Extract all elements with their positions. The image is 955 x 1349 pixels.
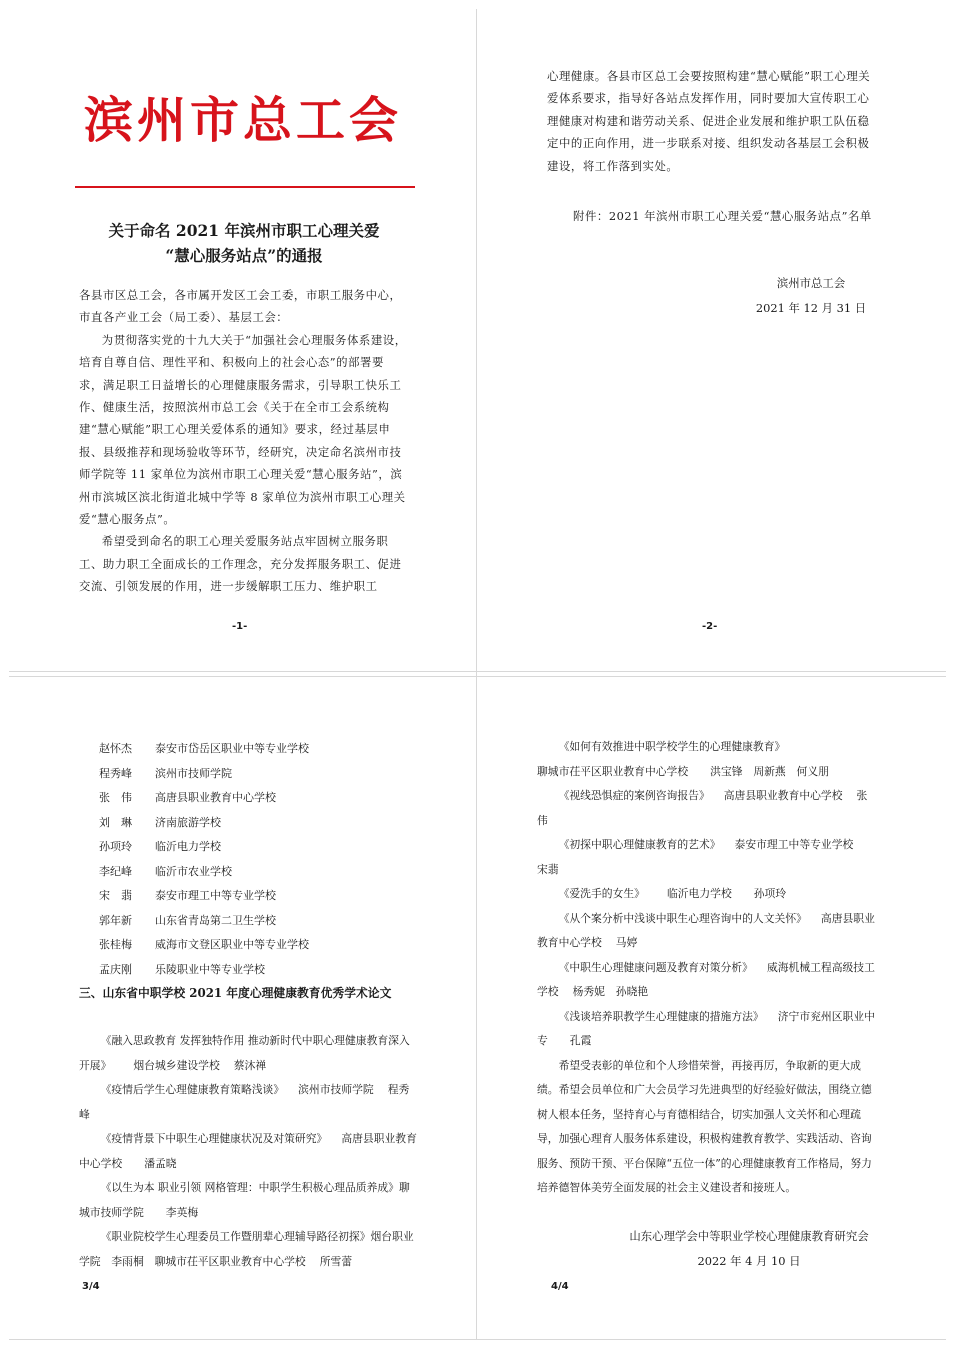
list-item: 刘 琳 济南旅游学校 [99, 815, 221, 829]
document-title-line-2: “慧心服务站点”的通报 [165, 246, 323, 265]
page-divider-horizontal-2 [9, 676, 946, 677]
paper-entry: 《中职生心理健康问题及教育对策分析》 威海机械工程高级技工学校 杨秀妮 孙晓艳 [537, 960, 875, 998]
page-number: 3/4 [82, 1281, 100, 1292]
list-item: 郭年新 山东省青岛第二卫生学校 [99, 913, 276, 927]
paper-entry: 《从个案分析中浅谈中职生心理咨询中的人文关怀》 高唐县职业教育中心学校 马婷 [537, 911, 875, 949]
red-header-rule [75, 186, 415, 188]
list-item: 孟庆刚 乐陵职业中等专业学校 [99, 962, 265, 976]
document-title-line-1: 关于命名 2021 年滨州市职工心理关爱 [108, 221, 380, 240]
page-1 [9, 9, 475, 668]
award-list [99, 737, 309, 982]
paper-entry: 《以生为本 职业引领 网格管理：中职学生积极心理品质养成》聊城市技师学院 李英梅 [79, 1181, 410, 1219]
paper-entry: 《爱洗手的女生》 临沂电力学校 孙项玲 [558, 887, 787, 900]
recipients-line-2: 市直各产业工会（局工委）、基层工会： [79, 310, 289, 325]
recipients-line-1: 各县市区总工会，各市属开发区工会工委，市职工服务中心， [79, 288, 402, 302]
paper-entry: 《浅谈培养职教学生心理健康的措施方法》 济宁市兖州区职业中专 孔霞 [537, 1009, 875, 1047]
body-paragraph-2: 希望受到命名的职工心理关爱服务站点牢固树立服务职工、助力职工全面成长的工作理念，充分发挥服务职工、促进交流、引领发展的作用，进一步缓解职工压力、维护职工 [79, 534, 402, 594]
page-number: -1- [232, 621, 248, 632]
page-3 [9, 679, 475, 1339]
page-2 [479, 9, 945, 668]
issue-date: 2022 年 4 月 10 日 [697, 1254, 801, 1268]
paper-entry: 《如何有效推进中职学校学生的心理健康教育》 聊城市茌平区职业教育中心学校 洪宝锋 周新燕 何义朋 [537, 740, 829, 778]
body-paragraph-continued: 心理健康。各县市区总工会要按照构建“慧心赋能”职工心理关爱体系要求，指导好各站点发挥作用，同时要加大宣传职工心理健康对构建和谐劳动关系、促进企业发展和维护职工队伍稳定中的正向作用，进一步联系对接、组织发动各基层工会积极建设，将工作落到实处。 [547, 69, 871, 173]
list-item: 张桂梅 威海市文登区职业中等专业学校 [99, 938, 309, 951]
signer: 山东心理学会中等职业学校心理健康教育研究会 [629, 1229, 869, 1243]
page-4 [479, 679, 945, 1339]
section-heading: 三、山东省中职学校 2021 年度心理健康教育优秀学术论文 [79, 986, 392, 1000]
paper-list-continued [537, 735, 877, 1201]
list-item: 赵怀杰 泰安市岱岳区职业中等专业学校 [99, 742, 309, 755]
paper-entry: 《视线恐惧症的案例咨询报告》 高唐县职业教育中心学校 张伟 [537, 789, 868, 827]
page-divider-horizontal [9, 671, 946, 672]
signer: 滨州市总工会 [776, 276, 846, 290]
paper-list [79, 1029, 419, 1274]
page-divider-vertical [476, 9, 477, 1340]
attachment-note: 附件：2021 年滨州市职工心理关爱“慧心服务站点”名单 [573, 209, 872, 223]
list-item: 张 伟 高唐县职业教育中心学校 [99, 791, 276, 804]
paper-entry: 《疫情背景下中职生心理健康状况及对策研究》 高唐县职业教育中心学校 潘孟晓 [79, 1132, 417, 1170]
page-1-body [79, 284, 407, 598]
document-title [69, 218, 419, 268]
paper-entry: 《初探中职心理健康教育的艺术》 泰安市理工中等专业学校宋翡 [537, 838, 854, 876]
issue-date: 2021 年 12 月 31 日 [755, 301, 867, 315]
list-item: 宋 翡 泰安市理工中等专业学校 [99, 889, 276, 902]
page-2-body [547, 65, 877, 177]
body-paragraph-1: 为贯彻落实党的十九大关于“加强社会心理服务体系建设，培育自尊自信、理性平和、积极向上的社会心态”的部署要求，满足职工日益增长的心理健康服务需求，引导职工快乐工作、健康生活，按照滨州市总工会《关于在全市工会系统构建“慧心赋能”职工心理关爱体系的通知》要求，经过基层申报、县级推荐和现场验收等环节，经研究，决定命名滨州市技师学院等 11 家单位为滨州市职工心理关爱“慧心服务站”，滨州市滨城区滨北街道北城中学等 8 家单位为滨州市职工心理关爱“慧心服务点”。 [79, 332, 407, 527]
list-item: 程秀峰 滨州市技师学院 [99, 766, 232, 780]
page-number: 4/4 [551, 1281, 569, 1292]
paper-entry: 《融入思政教育 发挥独特作用 推动新时代中职心理健康教育深入开展》 烟台城乡建设学校 蔡沐禅 [79, 1034, 410, 1072]
page-number: -2- [702, 621, 718, 632]
page-bottom-border [9, 1339, 946, 1340]
list-item: 孙项玲 临沂电力学校 [99, 840, 221, 853]
closing-paragraph: 希望受表彰的单位和个人珍惜荣誉，再接再厉，争取新的更大成绩。希望会员单位和广大会员学习先进典型的好经验好做法，围绕立德树人根本任务，坚持育心与育德相结合，切实加强人文关怀和心理疏导，加强心理育人服务体系建设，积极构建教育教学、实践活动、咨询服务、预防干预、平台保障“五位一体”的心理健康教育工作格局，努力培养德智体美劳全面发展的社会主义建设者和接班人。 [537, 1058, 872, 1194]
list-item: 李纪峰 临沂市农业学校 [99, 864, 232, 878]
org-title: 滨州市总工会 [83, 91, 402, 149]
paper-entry: 《疫情后学生心理健康教育策略浅谈》 滨州市技师学院 程秀峰 [79, 1083, 410, 1121]
paper-entry: 《职业院校学生心理委员工作暨朋辈心理辅导路径初探》烟台职业学院 李雨桐 聊城市茌平区职业教育中心学校 所雪蕾 [79, 1230, 414, 1268]
